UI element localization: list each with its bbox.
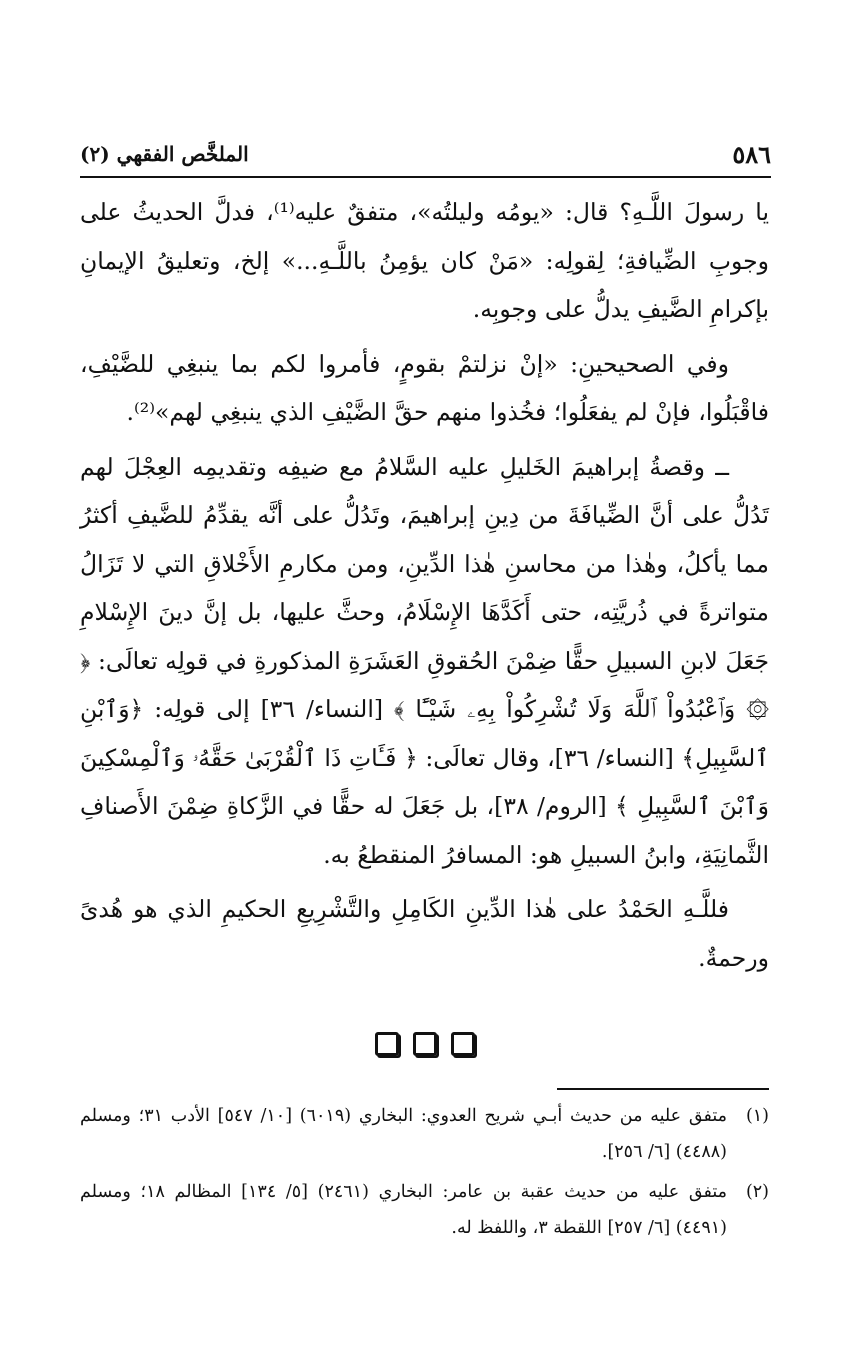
section-end-ornament xyxy=(0,1032,849,1056)
running-header xyxy=(80,132,771,176)
book-title: الملخَّص الفقهي (٢) xyxy=(80,142,249,166)
footnote-divider xyxy=(557,1088,769,1090)
paragraph-4: فللَّـهِ الحَمْدُ على هٰذا الدِّينِ الكَامِلِ والتَّشْرِيعِ الحكيمِ الذي هو هُدىً ورحمةٌ. xyxy=(80,895,769,972)
footnotes xyxy=(80,1098,769,1250)
footnote-text: متفق عليه من حديث أبـي شريح العدوي: البخاري (٦٠١٩) [١٠/ ٥٤٧] الأدب ٣١؛ ومسلم (٤٤٨٨) [٦/ ٢٥٦]. xyxy=(80,1106,727,1162)
main-text xyxy=(80,188,769,988)
paragraph-1: يا رسولَ اللَّـهِ؟ قال: «يومُه وليلتُه»، متفقٌ عليه⁽¹⁾، فدلَّ الحديثُ على وجوبِ الضِّيافةِ؛ لِقولِه: «مَنْ كان يؤمِنُ باللَّـهِ...» إلخ، وتعليقُ الإيمانِ بإكرامِ الضَّيفِ يدلُّ على وجوبِه. xyxy=(80,198,770,323)
paragraph-2: وفي الصحيحينِ: «إنْ نزلتمْ بقومٍ، فأمروا لكم بما ينبغِي للضَّيْفِ، فاقْبَلُوا، فإنْ لم يفعَلُوا؛ فخُذوا منهم حقَّ الضَّيْفِ الذي ينبغِي لهم»⁽²⁾. xyxy=(80,349,769,426)
footnote-text: متفق عليه من حديث عقبة بن عامر: البخاري (٢٤٦١) [٥/ ١٣٤] المظالم ١٨؛ ومسلم (٤٤٩١) [٦/ ٢٥٧] اللقطة ٣، واللفظ له. xyxy=(80,1182,727,1238)
box-icon xyxy=(451,1032,475,1056)
paragraph-3: ــ وقصةُ إبراهيمَ الخَليلِ عليه السَّلامُ مع ضيفِه وتقديمِه العِجْلَ لهم تَدُلُّ على أنَّ الضِّيافَةَ من دِينِ إبراهيمَ، وتَدُلُّ على أنَّه يقدِّمُ للضَّيفِ أكثرُ مما يأكلُ، وهٰذا من محاسنِ هٰذا الدِّينِ، ومن مكارمِ الأَخْلاقِ التي لا تَزَالُ متواترةً في ذُريَّتِه، حتى أَكَدَّهَا الإِسْلَامُ، وحثَّ عليها، بل إنَّ دينَ الإِسْلامِ جَعَلَ لابنِ السبيلِ حقًّا ضِمْنَ الحُقوقِ العَشَرَةِ المذكورةِ في قولِه تعالَى: ﴿ ۞ وَٱعْبُدُواْ ٱللَّهَ وَلَا تُشْرِكُواْ بِهِۦ شَيْـًٔا ﴾ [النساء/ ٣٦] إلى قولِه: ﴿وَٱبْنِ ٱلسَّبِيلِ﴾ [النساء/ ٣٦]، وقال تعالَى: ﴿ فَـَٔاتِ ذَا ٱلْقُرْبَىٰ حَقَّهُۥ وَٱلْمِسْكِينَ وَٱبْنَ ٱلسَّبِيلِ ﴾ [الروم/ ٣٨]، بل جَعَلَ له حقًّا في الزَّكاةِ ضِمْنَ الأَصنافِ الثَّمانِيَةِ، وابنُ السبيلِ هو: المسافرُ المنقطعُ به. xyxy=(80,452,769,869)
box-icon xyxy=(413,1032,437,1056)
footnote-number: (٢) xyxy=(745,1182,769,1202)
page-number: ٥٨٦ xyxy=(732,139,771,169)
box-icon xyxy=(375,1032,399,1056)
footnote-1 xyxy=(80,1098,769,1170)
header-divider xyxy=(80,176,771,178)
footnote-number: (١) xyxy=(745,1106,769,1126)
footnote-2 xyxy=(80,1174,769,1246)
